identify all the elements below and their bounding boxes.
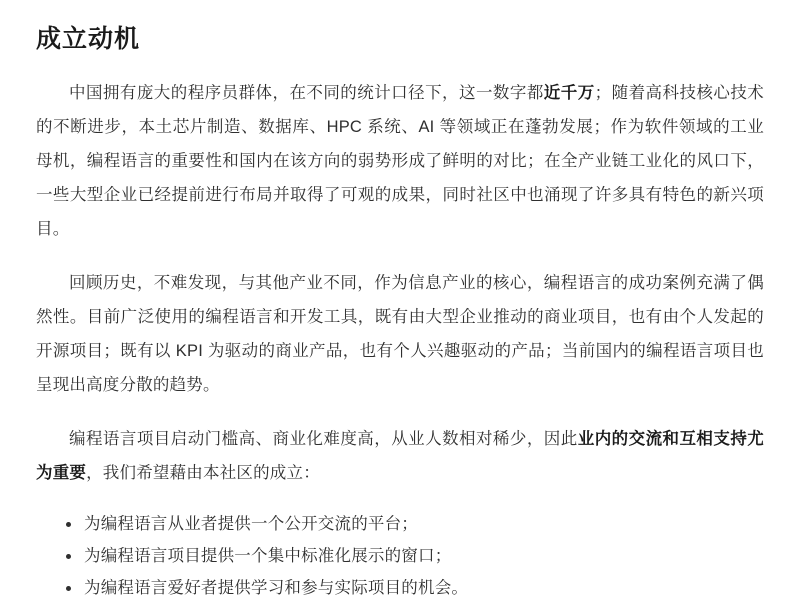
paragraph-motivation-2 (36, 266, 764, 402)
paragraph-1-segment-3: ；随着高科技核心技术的不断进步，本土芯片制造、数据库、HPC 系统、AI 等领域正在蓬勃发展；作为软件领域的工业母机，编程语言的重要性和国内在该方向的弱势形成了鲜明的对比；在全产业链工业化的风口下，一些大型企业已经提前进行布局并取得了可观的成果，同时社区中也涌现了许多具有特色的新兴项目。 (36, 84, 764, 238)
paragraph-3-segment-3: ，我们希望藉由本社区的成立： (86, 464, 320, 482)
paragraph-1-segment-1: 中国拥有庞大的程序员群体，在不同的统计口径下，这一数字都 (69, 84, 544, 102)
list-item: 为编程语言爱好者提供学习和参与实际项目的机会。 (66, 572, 764, 604)
page-title: 成立动机 (36, 25, 141, 53)
paragraph-1-highlight: 近千万 (543, 84, 595, 102)
paragraph-motivation-3 (36, 422, 764, 490)
paragraph-3-segment-1: 编程语言项目启动门槛高、商业化难度高，从业人数相对稀少，因此 (69, 430, 578, 448)
goals-list (36, 508, 764, 604)
list-item: 为编程语言项目提供一个集中标准化展示的窗口； (66, 540, 764, 572)
list-item: 为编程语言从业者提供一个公开交流的平台； (66, 508, 764, 540)
paragraph-2-segment-1: 回顾历史，不难发现，与其他产业不同，作为信息产业的核心，编程语言的成功案例充满了偶然性。目前广泛使用的编程语言和开发工具，既有由大型企业推动的商业项目，也有由个人发起的开源项目；既有以 KPI 为驱动的商业产品，也有个人兴趣驱动的产品；当前国内的编程语言项目也呈现出高度分散的趋势。 (36, 274, 764, 394)
paragraph-motivation-1 (36, 76, 764, 246)
paragraph-3-highlight: 业内的交流和互相支持尤为重要 (36, 430, 765, 482)
